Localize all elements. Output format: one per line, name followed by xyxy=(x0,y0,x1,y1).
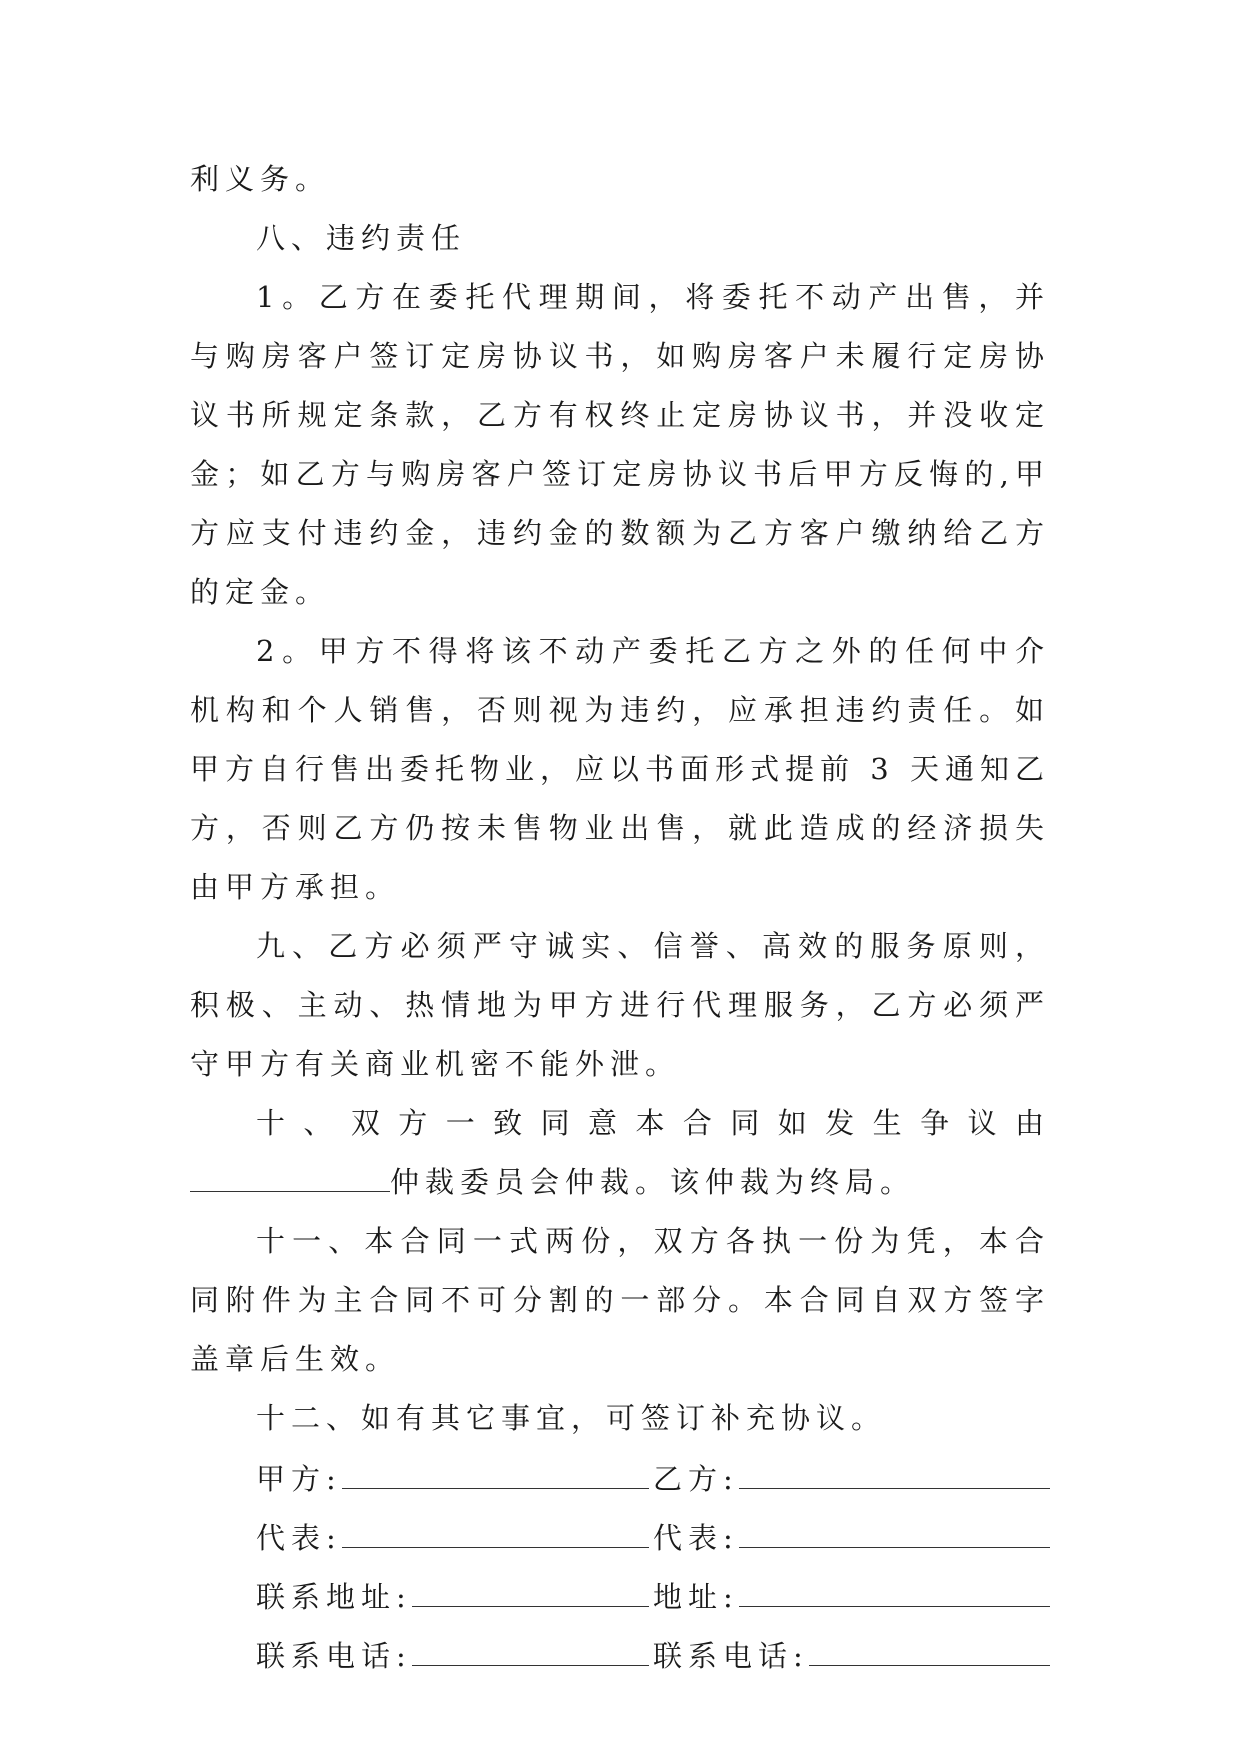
paragraph-continuation: 利义务。 xyxy=(190,162,331,196)
signature-row xyxy=(256,1507,1050,1566)
signature-cell-right xyxy=(653,1575,1050,1616)
paragraph-section-12: 十二、如有其它事宜，可签订补充协议。 xyxy=(256,1401,887,1435)
signature-label: 联系地址: xyxy=(256,1580,412,1614)
signature-line xyxy=(342,1525,649,1548)
signature-cell-left xyxy=(256,1634,653,1675)
signature-label: 联系电话: xyxy=(256,1639,412,1673)
signature-cell-right xyxy=(653,1457,1050,1498)
paragraph-clause-1: 1。乙方在委托代理期间，将委托不动产出售，并与购房客户签订定房协议书，如购房客户未履行定房协议书所规定条款，乙方有权终止定房协议书，并没收定金；如乙方与购房客户签订定房协议书后甲方反悔的,甲方应支付违约金，违约金的数额为乙方客户缴纳给乙方的定金。 xyxy=(190,280,1050,609)
signature-label: 代表: xyxy=(653,1521,739,1555)
section-heading-breach: 八、违约责任 xyxy=(256,221,467,255)
signature-line xyxy=(739,1584,1050,1607)
signature-row xyxy=(256,1448,1050,1507)
arbitration-text-after: 仲裁委员会仲裁。该仲裁为终局。 xyxy=(390,1165,916,1199)
signature-cell-left xyxy=(256,1516,653,1557)
signature-label: 代表: xyxy=(256,1521,342,1555)
signature-line xyxy=(809,1643,1050,1666)
signature-label: 乙方: xyxy=(653,1462,739,1496)
signature-line xyxy=(412,1584,649,1607)
signature-row xyxy=(256,1566,1050,1625)
signature-cell-right xyxy=(653,1634,1050,1675)
signature-label: 联系电话: xyxy=(653,1639,809,1673)
arbitration-blank-line xyxy=(190,1167,390,1192)
paragraph-clause-2: 2。甲方不得将该不动产委托乙方之外的任何中介机构和个人销售，否则视为违约，应承担违约责任。如甲方自行售出委托物业，应以书面形式提前 3 天通知乙方，否则乙方仍按未售物业出售，就此造成的经济损失由甲方承担。 xyxy=(190,634,1050,904)
document-page xyxy=(190,150,1050,1684)
signature-cell-right xyxy=(653,1516,1050,1557)
signature-cell-left xyxy=(256,1575,653,1616)
signature-row xyxy=(256,1625,1050,1684)
signature-line xyxy=(342,1466,649,1489)
signature-cell-left xyxy=(256,1457,653,1498)
signature-block xyxy=(256,1448,1050,1684)
signature-line xyxy=(739,1466,1050,1489)
signature-label: 甲方: xyxy=(256,1462,342,1496)
signature-label: 地址: xyxy=(653,1580,739,1614)
signature-line xyxy=(739,1525,1050,1548)
signature-line xyxy=(412,1643,649,1666)
arbitration-text-before: 十、双方一致同意本合同如发生争议由 xyxy=(256,1106,1050,1140)
paragraph-section-10 xyxy=(190,1094,1050,1212)
paragraph-section-11: 十一、本合同一式两份，双方各执一份为凭，本合同附件为主合同不可分割的一部分。本合同自双方签字盖章后生效。 xyxy=(190,1224,1050,1376)
paragraph-section-9: 九、乙方必须严守诚实、信誉、高效的服务原则，积极、主动、热情地为甲方进行代理服务，乙方必须严守甲方有关商业机密不能外泄。 xyxy=(190,929,1050,1081)
